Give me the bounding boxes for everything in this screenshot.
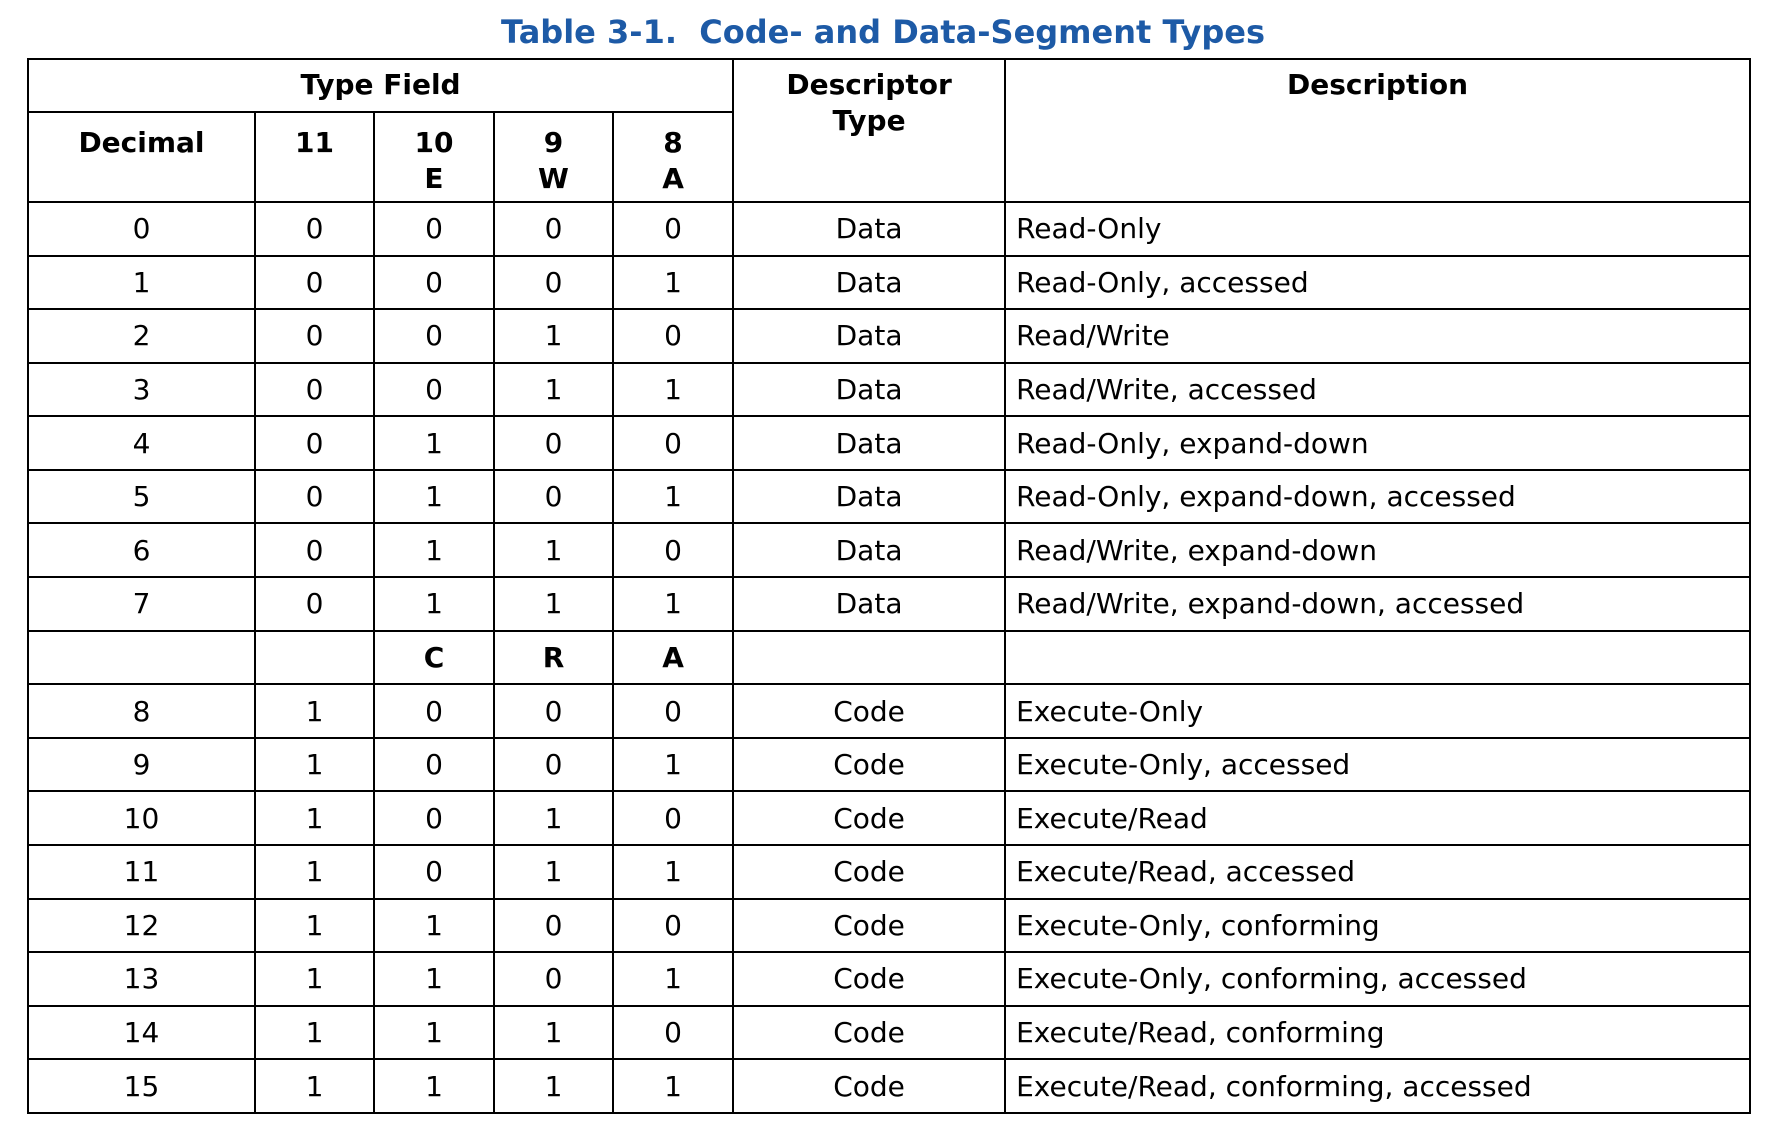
bit8-cell: 0 [613,202,733,256]
sub-description-cell [1005,631,1750,685]
decimal-cell: 0 [28,202,255,256]
descriptor-type-cell: Data [733,256,1005,310]
bit10-cell: 0 [374,256,494,310]
description-cell: Read-Only, expand-down [1005,416,1750,470]
table-row [28,577,1750,631]
table-row [28,523,1750,577]
decimal-cell: 4 [28,416,255,470]
bit8-cell: 1 [613,363,733,417]
bit8-cell: 0 [613,416,733,470]
descriptor-type-cell: Code [733,1006,1005,1060]
decimal-cell: 6 [28,523,255,577]
bit10-cell: 0 [374,845,494,899]
bit11-cell: 1 [255,738,374,792]
bit8-cell: 0 [613,523,733,577]
bit11-cell: 0 [255,202,374,256]
bit8-cell: 1 [613,952,733,1006]
sub-decimal-cell [28,631,255,685]
table-row [28,845,1750,899]
bit8-cell: 1 [613,470,733,524]
bit8-cell: 0 [613,309,733,363]
bit11-cell: 0 [255,470,374,524]
decimal-cell: 7 [28,577,255,631]
description-cell: Execute-Only, conforming [1005,899,1750,953]
description-cell: Read/Write, expand-down, accessed [1005,577,1750,631]
descriptor-type-cell: Code [733,684,1005,738]
descriptor-type-cell: Data [733,202,1005,256]
bit10-cell: 0 [374,309,494,363]
descriptor-type-cell: Code [733,738,1005,792]
bit9-cell: 1 [494,791,613,845]
description-cell: Read-Only [1005,202,1750,256]
table-row [28,684,1750,738]
decimal-header: Decimal [28,112,255,202]
decimal-cell: 5 [28,470,255,524]
bit10-cell: 0 [374,202,494,256]
bit9-cell: 1 [494,363,613,417]
bit11-cell: 1 [255,1059,374,1113]
code-subheader-row [28,631,1750,685]
bit8-cell: 1 [613,1059,733,1113]
description-cell: Read/Write, expand-down [1005,523,1750,577]
bit11-cell: 1 [255,952,374,1006]
sub-type-cell [733,631,1005,685]
table-row [28,416,1750,470]
segment-types-table [27,58,1751,1114]
table-row [28,1059,1750,1113]
descriptor-type-cell: Data [733,470,1005,524]
decimal-cell: 12 [28,899,255,953]
descriptor-type-cell: Data [733,523,1005,577]
table-row [28,470,1750,524]
bit8-cell: 1 [613,738,733,792]
bit10-cell: 0 [374,791,494,845]
descriptor-type-header: Descriptor Type [733,59,1005,202]
bit10-cell: 1 [374,523,494,577]
bit10-cell: 0 [374,363,494,417]
description-cell: Execute-Only [1005,684,1750,738]
bit8-cell: 0 [613,791,733,845]
sub-bit8-label: A [613,631,733,685]
decimal-cell: 8 [28,684,255,738]
description-header: Description [1005,59,1750,202]
description-cell: Read/Write [1005,309,1750,363]
code-subheader-section [28,631,1750,685]
bit10-cell: 1 [374,470,494,524]
bit8-cell: 1 [613,256,733,310]
table-row [28,1006,1750,1060]
bit9-cell: 0 [494,899,613,953]
description-cell: Execute-Only, accessed [1005,738,1750,792]
decimal-cell: 13 [28,952,255,1006]
table-row [28,256,1750,310]
bit9-cell: 0 [494,738,613,792]
bit11-cell: 1 [255,684,374,738]
table-row [28,363,1750,417]
sub-bit10-label: C [374,631,494,685]
bit10-cell: 1 [374,416,494,470]
descriptor-type-cell: Code [733,845,1005,899]
decimal-cell: 2 [28,309,255,363]
descriptor-type-cell: Data [733,416,1005,470]
description-cell: Read-Only, expand-down, accessed [1005,470,1750,524]
bit10-cell: 1 [374,577,494,631]
bit10-cell: 0 [374,684,494,738]
bit11-cell: 0 [255,523,374,577]
bit9-cell: 1 [494,309,613,363]
bit9-header: 9 W [494,112,613,202]
bit9-cell: 0 [494,470,613,524]
bit8-cell: 1 [613,845,733,899]
bit9-cell: 0 [494,952,613,1006]
decimal-cell: 10 [28,791,255,845]
bit11-cell: 0 [255,363,374,417]
table-row [28,738,1750,792]
sub-bit11-cell [255,631,374,685]
bit10-cell: 1 [374,952,494,1006]
description-cell: Read-Only, accessed [1005,256,1750,310]
decimal-cell: 3 [28,363,255,417]
bit10-cell: 1 [374,1006,494,1060]
decimal-cell: 15 [28,1059,255,1113]
bit11-cell: 1 [255,899,374,953]
decimal-cell: 1 [28,256,255,310]
description-cell: Execute/Read, conforming [1005,1006,1750,1060]
bit11-cell: 0 [255,416,374,470]
table-row [28,952,1750,1006]
sub-bit9-label: R [494,631,613,685]
bit11-cell: 0 [255,309,374,363]
bit11-cell: 1 [255,845,374,899]
bit11-cell: 0 [255,577,374,631]
bit11-cell: 1 [255,791,374,845]
bit9-cell: 1 [494,845,613,899]
bit11-header: 11 [255,112,374,202]
bit10-header: 10 E [374,112,494,202]
bit8-cell: 0 [613,684,733,738]
bit11-cell: 1 [255,1006,374,1060]
bit10-cell: 1 [374,1059,494,1113]
bit8-cell: 1 [613,577,733,631]
decimal-cell: 9 [28,738,255,792]
bit9-cell: 0 [494,416,613,470]
decimal-cell: 14 [28,1006,255,1060]
descriptor-type-cell: Code [733,952,1005,1006]
descriptor-type-cell: Code [733,791,1005,845]
table-row [28,899,1750,953]
table-row [28,202,1750,256]
bit8-cell: 0 [613,1006,733,1060]
descriptor-type-cell: Data [733,309,1005,363]
code-segment-rows [28,684,1750,1113]
descriptor-type-cell: Data [733,363,1005,417]
description-cell: Execute/Read, accessed [1005,845,1750,899]
bit10-cell: 0 [374,738,494,792]
decimal-cell: 11 [28,845,255,899]
table-title: Table 3-1. Code- and Data-Segment Types [501,13,1265,51]
table-row [28,791,1750,845]
type-field-header: Type Field [28,59,733,112]
description-cell: Execute-Only, conforming, accessed [1005,952,1750,1006]
descriptor-type-cell: Code [733,1059,1005,1113]
bit9-cell: 1 [494,1006,613,1060]
descriptor-type-cell: Data [733,577,1005,631]
data-segment-rows [28,202,1750,631]
description-cell: Read/Write, accessed [1005,363,1750,417]
bit9-cell: 0 [494,256,613,310]
description-cell: Execute/Read [1005,791,1750,845]
bit9-cell: 0 [494,684,613,738]
header-row-top [28,59,1750,112]
bit8-cell: 0 [613,899,733,953]
bit9-cell: 0 [494,202,613,256]
bit11-cell: 0 [255,256,374,310]
bit8-header: 8 A [613,112,733,202]
table-row [28,309,1750,363]
bit9-cell: 1 [494,577,613,631]
bit9-cell: 1 [494,1059,613,1113]
descriptor-type-cell: Code [733,899,1005,953]
description-cell: Execute/Read, conforming, accessed [1005,1059,1750,1113]
bit10-cell: 1 [374,899,494,953]
bit9-cell: 1 [494,523,613,577]
